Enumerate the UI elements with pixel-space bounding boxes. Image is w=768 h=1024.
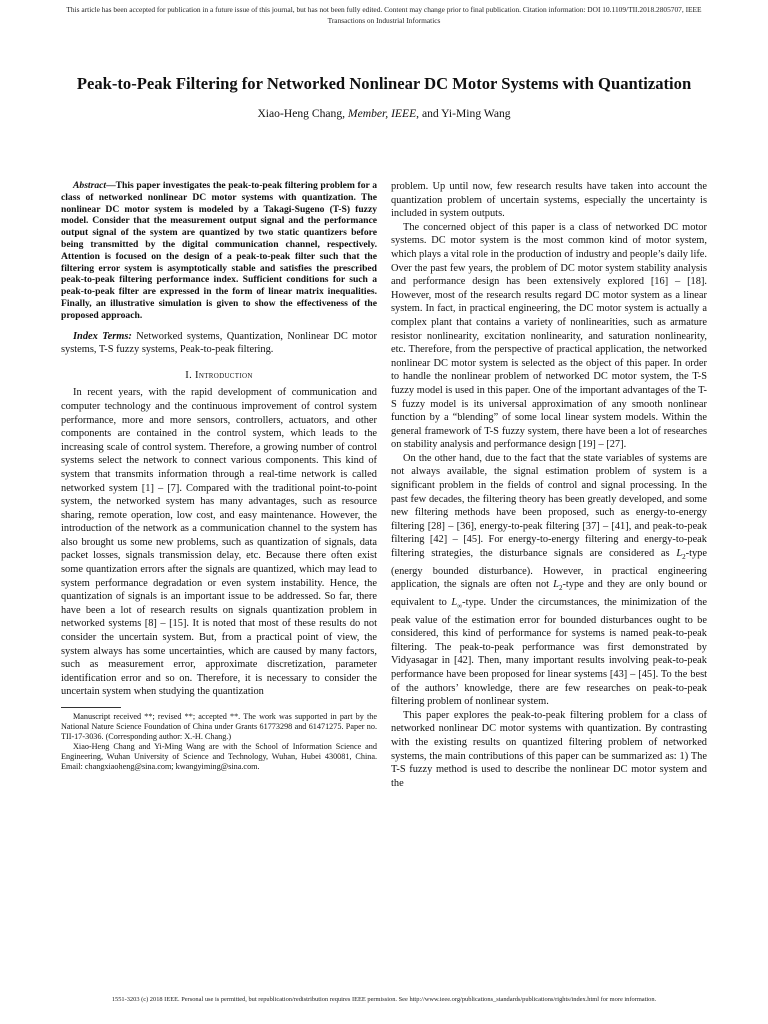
- left-column: [61, 180, 377, 772]
- linf-symbol: $L_\infty$: [451, 596, 463, 611]
- index-terms-text: Networked systems, Quantization, Nonlinear DC motor systems, T-S fuzzy systems, Peak-to-peak filtering.: [61, 330, 377, 356]
- l2-symbol-2: $L_2$: [553, 579, 563, 593]
- right-column: [391, 180, 707, 790]
- abstract-lead: Abstract: [73, 180, 107, 191]
- copyright-footer: 1551-3203 (c) 2018 IEEE. Personal use is permitted, but republication/redistribution requires IEEE permission. See http://www.ieee.org/publications_standards/publications/rights/index.html for more information.: [111, 996, 657, 1003]
- index-terms: [61, 330, 377, 357]
- l2-symbol: $L_2$: [676, 548, 686, 562]
- intro-paragraph-1: In recent years, with the rapid development of communication and computer technology and the continuous improvement of control system performance, more and more sensors, controllers, actuators, and other components are contained in the control system, which leads to the increasing scale of control system. Therefore, a growing number of control systems select the network to connect various components. This kind of system that transmits information through a real-time network is called networked system [1] – [7]. Compared with the traditional point-to-point system, the networked system has many advantages, such as resource sharing, remote operation, low cost, and easy maintenance. However, the introduction of the network as a communication channel to the system has also brought us some new problems, such as quantization of signals, data packet losses, signals transmission delay, etc. Because there often exist some quantization errors after the signals are quantized, which may lead to system performance degradation or even system instability. Hence, the quantization of signals is an important issue to be addressed. So far, there have been a lot of research results on signals quantization problem in networked systems [8] – [15]. It is noted that most of these results do not consider the uncertain system. But, from a practical point of view, the system always has some uncertainties, which are caused by many factors, such as measurement error, approximate discretization, parameter identification error and so on. Therefore, it is necessary to consider the uncertain system when studying the quantization: [61, 387, 377, 698]
- section-title: Introduction: [195, 369, 253, 381]
- p3-part-a: On the other hand, due to the fact that the state variables of systems are not always available, the signal estimation problem of system is a significant problem in the fields of control and signal processing. In the past few decades, the filtering theory has been greatly developed, and some new filtering methods have been proposed, such as energy-to-energy filtering [28] – [36], energy-to-peak filtering [37] – [41], and peak-to-peak filtering [42] – [45]. For energy-to-energy filtering and energy-to-peak filtering strategies, the disturbance signals are considered as: [391, 452, 707, 560]
- intro-paragraph-3: [391, 452, 707, 709]
- abstract-text: —This paper investigates the peak-to-peak filtering problem for a class of networked nonlinear DC motor systems with quantization. The nonlinear DC motor system is modeled by a Takagi-Sugeno (T-S) fuzzy model. Consider that the measurement output signal and the performance output signal of the system are quantized by two static quantizers before being transmitted by the digital communication channel, respectively. Attention is focused on the design of a peak-to-peak filter such that the filtering error system is asymptotically stable and satisfies the prescribed peak-to-peak filtering performance index. Sufficient conditions for such a peak-to-peak filter are expressed in the form of linear matrix inequalities. Finally, an illustrative simulation is given to show the effectiveness of the proposed approach.: [61, 180, 377, 321]
- author-line: [20, 106, 748, 122]
- p3-part-b: -type (energy bounded disturbance). However, in practical engineering application, the signals are often not: [391, 548, 707, 591]
- p3-part-d: -type. Under the circumstances, the minimization of the peak value of the estimation error for bounded disturbances ought to be considered, this kind of performance for systems is named peak-to-peak filtering. The peak-to-peak performance was first demonstrated by Vidyasagar in [42]. Then, many important results involving peak-to-peak performance have been proposed for linear systems [43] – [45]. To the best of the authors’ knowledge, there are few researches on peak-to-peak filtering problem of nonlinear system.: [391, 596, 707, 708]
- journal-banner: [20, 4, 748, 26]
- author-1: Xiao-Heng Chang,: [257, 107, 348, 120]
- footnote-divider: [61, 707, 121, 708]
- banner-line-1: This article has been accepted for publication in a future issue of this journal, but has not been fully edited. Content may change prior to final publication. Citation information: DOI 10.1109/TII.2018.2805707, IEEE: [66, 5, 702, 14]
- section-number: I.: [185, 369, 196, 381]
- paper-title: Peak-to-Peak Filtering for Networked Nonlinear DC Motor Systems with Quantization: [76, 74, 692, 93]
- p3-part-c: -type and they are only bound or equivalent to: [391, 579, 707, 608]
- footnote-manuscript: Manuscript received **; revised **; accepted **. The work was supported in part by the National Nature Science Foundation of China under Grants 61773298 and 61471275. Paper no. TII-17-3036. (Corresponding author: X.-H. Chang.): [61, 712, 377, 741]
- author-rest: , and Yi-Ming Wang: [416, 107, 511, 120]
- footnote-affiliation: Xiao-Heng Chang and Yi-Ming Wang are with the School of Information Science and Engineering, Wuhan University of Science and Technology, Wuhan, Hubei 430081, China. Email: changxiaoheng@sina.com; kwangyiming@sina.com.: [61, 742, 377, 771]
- banner-line-2: Transactions on Industrial Informatics: [327, 16, 441, 25]
- intro-paragraph-continued: problem. Up until now, few research results have taken into account the quantization problem of uncertain systems, especially the uncertainty is included in system outputs.: [391, 181, 707, 220]
- abstract: [61, 180, 377, 322]
- intro-paragraph-4: This paper explores the peak-to-peak filtering problem for a class of networked nonlinear DC motor systems with quantization. By contrasting with the existing results on quantized filtering problem of networked systems, the main contributions of this paper can be summarized as: 1) The T-S fuzzy method is used to describe the nonlinear DC motor system and the: [391, 709, 707, 789]
- intro-paragraph-2: The concerned object of this paper is a class of networked DC motor systems. DC motor system is the most common kind of motor system, which plays a vital role in the production of industry and people’s daily life. Over the past few years, the problem of DC motor system stability analysis and performance design has been extensively explored [16] – [18]. However, most of the research results regard DC motor system as a linear system. In fact, in practical engineering, the DC motor system is actually a complex plant that contains a variety of nonlinearities, such as armature resistor nonlinearity, excitation nonlinearity, and saturation nonlinearity, etc. Therefore, from the perspective of practical application, the networked nonlinear DC motor system is selected as the object of this paper. In order to handle the nonlinear problem of networked DC motor system, the T-S fuzzy model is used in this paper. One of the important advantages of the T-S fuzzy model is its universal approximation of any smooth nonlinear function by a “blending” of some local linear system models. Within the general framework of T-S fuzzy system, there have been a lot of researches on stability analysis and performance design [19] – [27].: [391, 221, 707, 451]
- index-terms-lead: Index Terms:: [73, 330, 132, 342]
- section-heading-introduction: [61, 369, 377, 383]
- author-membership: Member, IEEE: [347, 107, 417, 120]
